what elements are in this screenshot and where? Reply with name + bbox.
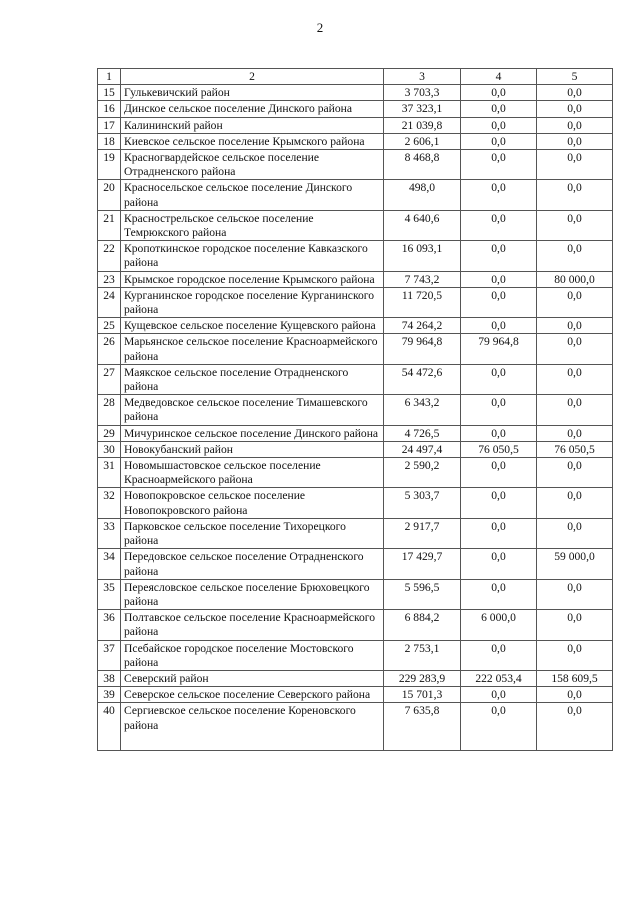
value-col-5: 0,0 [537,334,613,364]
value-col-5: 0,0 [537,425,613,441]
municipality-name: Северский район [121,670,384,686]
value-col-5: 0,0 [537,210,613,240]
row-number: 37 [98,640,121,670]
table-row [98,287,613,317]
value-col-5: 0,0 [537,395,613,425]
row-number: 29 [98,425,121,441]
value-col-3: 7 635,8 [384,703,461,751]
row-number: 17 [98,117,121,133]
data-table [97,68,613,751]
table-row [98,85,613,101]
value-col-4: 6 000,0 [461,610,537,640]
table-row [98,210,613,240]
municipality-name: Кропоткинское городское поселение Кавказского района [121,241,384,271]
table-row [98,241,613,271]
row-number: 24 [98,287,121,317]
municipality-name: Курганинское городское поселение Курганинского района [121,287,384,317]
municipality-name: Новомышастовское сельское поселение Красноармейского района [121,458,384,488]
municipality-name: Кущевское сельское поселение Кущевского района [121,318,384,334]
table-row [98,518,613,548]
value-col-3: 5 303,7 [384,488,461,518]
municipality-name: Полтавское сельское поселение Красноармейского района [121,610,384,640]
value-col-4: 0,0 [461,364,537,394]
row-number: 16 [98,101,121,117]
value-col-3: 2 606,1 [384,133,461,149]
row-number: 19 [98,150,121,180]
municipality-name: Сергиевское сельское поселение Кореновского района [121,703,384,751]
value-col-5: 0,0 [537,610,613,640]
table-row [98,395,613,425]
table-row [98,640,613,670]
municipality-name: Медведовское сельское поселение Тимашевского района [121,395,384,425]
value-col-5: 0,0 [537,640,613,670]
value-col-3: 4 640,6 [384,210,461,240]
row-number: 35 [98,579,121,609]
value-col-4: 0,0 [461,518,537,548]
value-col-5: 0,0 [537,101,613,117]
municipality-name: Мичуринское сельское поселение Динского района [121,425,384,441]
value-col-4: 0,0 [461,150,537,180]
value-col-4: 0,0 [461,488,537,518]
value-col-3: 5 596,5 [384,579,461,609]
value-col-3: 3 703,3 [384,85,461,101]
municipality-name: Гулькевичский район [121,85,384,101]
row-number: 40 [98,703,121,751]
header-col-2: 2 [121,69,384,85]
value-col-5: 59 000,0 [537,549,613,579]
table-row [98,271,613,287]
value-col-3: 229 283,9 [384,670,461,686]
value-col-5: 80 000,0 [537,271,613,287]
value-col-4: 222 053,4 [461,670,537,686]
municipality-name: Крымское городское поселение Крымского района [121,271,384,287]
value-col-5: 0,0 [537,703,613,751]
table-row [98,441,613,457]
table-row [98,101,613,117]
value-col-4: 0,0 [461,687,537,703]
row-number: 32 [98,488,121,518]
table-row [98,488,613,518]
value-col-3: 8 468,8 [384,150,461,180]
value-col-3: 2 917,7 [384,518,461,548]
row-number: 26 [98,334,121,364]
row-number: 20 [98,180,121,210]
header-col-1: 1 [98,69,121,85]
value-col-4: 0,0 [461,703,537,751]
row-number: 36 [98,610,121,640]
value-col-3: 6 343,2 [384,395,461,425]
table-row [98,549,613,579]
municipality-name: Красногвардейское сельское поселение Отрадненского района [121,150,384,180]
value-col-5: 0,0 [537,518,613,548]
value-col-5: 0,0 [537,241,613,271]
value-col-4: 0,0 [461,241,537,271]
table-row [98,458,613,488]
row-number: 22 [98,241,121,271]
value-col-3: 498,0 [384,180,461,210]
municipality-name: Маякское сельское поселение Отрадненского района [121,364,384,394]
value-col-4: 0,0 [461,101,537,117]
value-col-3: 37 323,1 [384,101,461,117]
municipality-name: Краснострельское сельское поселение Темрюкского района [121,210,384,240]
value-col-5: 0,0 [537,180,613,210]
value-col-5: 0,0 [537,579,613,609]
value-col-5: 0,0 [537,117,613,133]
value-col-4: 79 964,8 [461,334,537,364]
value-col-5: 0,0 [537,85,613,101]
value-col-4: 0,0 [461,287,537,317]
value-col-5: 0,0 [537,687,613,703]
row-number: 39 [98,687,121,703]
value-col-4: 0,0 [461,579,537,609]
value-col-5: 158 609,5 [537,670,613,686]
value-col-4: 0,0 [461,395,537,425]
table-header-row [98,69,613,85]
value-col-4: 0,0 [461,425,537,441]
row-number: 34 [98,549,121,579]
table-row [98,334,613,364]
value-col-4: 0,0 [461,180,537,210]
value-col-3: 74 264,2 [384,318,461,334]
value-col-3: 4 726,5 [384,425,461,441]
row-number: 23 [98,271,121,287]
value-col-3: 54 472,6 [384,364,461,394]
value-col-5: 0,0 [537,133,613,149]
value-col-5: 0,0 [537,287,613,317]
header-col-5: 5 [537,69,613,85]
value-col-5: 0,0 [537,150,613,180]
row-number: 30 [98,441,121,457]
municipality-name: Динское сельское поселение Динского района [121,101,384,117]
table-row [98,610,613,640]
row-number: 15 [98,85,121,101]
row-number: 25 [98,318,121,334]
value-col-3: 2 590,2 [384,458,461,488]
value-col-4: 0,0 [461,271,537,287]
municipality-name: Парковское сельское поселение Тихорецкого района [121,518,384,548]
municipality-name: Псебайское городское поселение Мостовского района [121,640,384,670]
header-col-3: 3 [384,69,461,85]
value-col-4: 76 050,5 [461,441,537,457]
row-number: 28 [98,395,121,425]
municipality-name: Новопокровское сельское поселение Новопокровского района [121,488,384,518]
municipality-name: Переясловское сельское поселение Брюховецкого района [121,579,384,609]
value-col-3: 15 701,3 [384,687,461,703]
row-number: 38 [98,670,121,686]
value-col-5: 0,0 [537,364,613,394]
value-col-4: 0,0 [461,210,537,240]
value-col-5: 0,0 [537,318,613,334]
table-row [98,150,613,180]
table-row [98,687,613,703]
value-col-3: 2 753,1 [384,640,461,670]
table-row [98,703,613,751]
value-col-3: 24 497,4 [384,441,461,457]
row-number: 31 [98,458,121,488]
table-row [98,117,613,133]
value-col-4: 0,0 [461,549,537,579]
table-row [98,670,613,686]
value-col-3: 16 093,1 [384,241,461,271]
municipality-name: Киевское сельское поселение Крымского района [121,133,384,149]
row-number: 21 [98,210,121,240]
municipality-name: Передовское сельское поселение Отрадненского района [121,549,384,579]
municipality-name: Новокубанский район [121,441,384,457]
table-row [98,425,613,441]
row-number: 27 [98,364,121,394]
table-row [98,364,613,394]
value-col-4: 0,0 [461,117,537,133]
municipality-name: Марьянское сельское поселение Красноармейского района [121,334,384,364]
value-col-4: 0,0 [461,640,537,670]
table-row [98,133,613,149]
table-row [98,579,613,609]
value-col-4: 0,0 [461,85,537,101]
value-col-4: 0,0 [461,318,537,334]
value-col-4: 0,0 [461,133,537,149]
value-col-5: 0,0 [537,488,613,518]
table-row [98,180,613,210]
value-col-3: 7 743,2 [384,271,461,287]
header-col-4: 4 [461,69,537,85]
value-col-3: 17 429,7 [384,549,461,579]
municipality-name: Красносельское сельское поселение Динского района [121,180,384,210]
value-col-3: 11 720,5 [384,287,461,317]
value-col-3: 21 039,8 [384,117,461,133]
value-col-3: 6 884,2 [384,610,461,640]
value-col-5: 0,0 [537,458,613,488]
value-col-3: 79 964,8 [384,334,461,364]
municipality-name: Северское сельское поселение Северского района [121,687,384,703]
value-col-5: 76 050,5 [537,441,613,457]
municipality-name: Калининский район [121,117,384,133]
page-number: 2 [316,20,324,35]
value-col-4: 0,0 [461,458,537,488]
table-body [98,85,613,751]
table-row [98,318,613,334]
row-number: 18 [98,133,121,149]
row-number: 33 [98,518,121,548]
